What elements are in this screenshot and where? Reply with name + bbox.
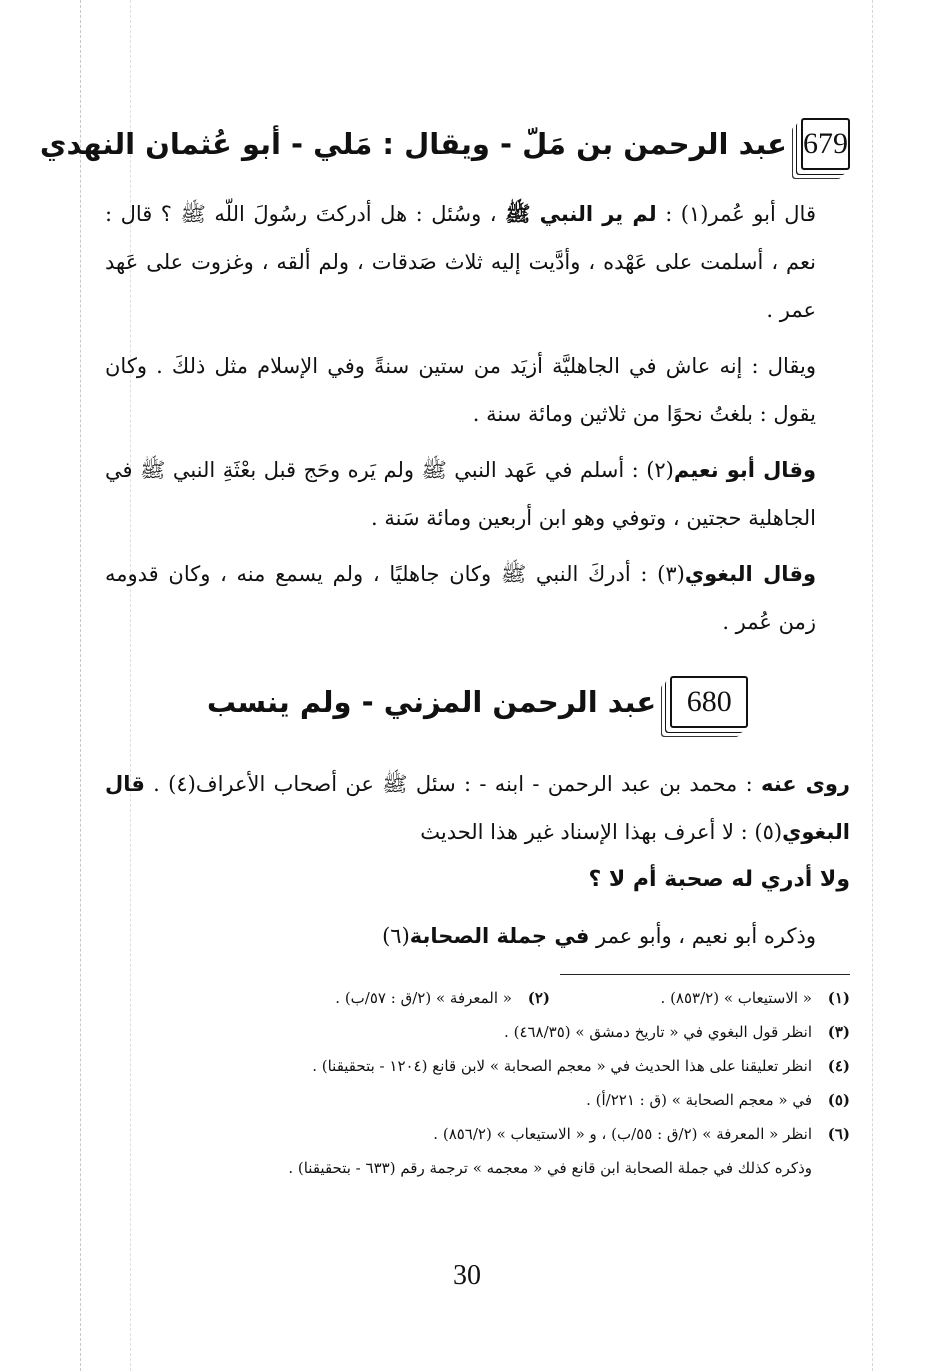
paragraph <box>105 190 850 334</box>
scan-artifact-line <box>872 0 873 1371</box>
footnote-number: (٦) <box>827 1125 850 1143</box>
book-page <box>39 110 850 1185</box>
paragraph-emphasis: ولا أدري له صحبة أم لا ؟ <box>588 867 850 892</box>
entry-body <box>105 190 850 646</box>
footnote-separator <box>560 974 850 975</box>
paragraph-text: وذكره أبو نعيم ، وأبو عمر <box>589 924 816 948</box>
paragraph-text: (٥) : لا أعرف بهذا الإسناد غير هذا الحديث <box>420 820 783 844</box>
paragraph-lead-bold: وقال أبو نعيم <box>673 458 816 482</box>
paragraph-bold: قال البغوي <box>105 772 850 844</box>
footnote-text: انظر تعليقنا على هذا الحديث في « معجم الصحابة » لابن قانع (١٢٠٤ - بتحقيقنا) . <box>312 1057 812 1075</box>
footnote-number: (٢) <box>527 989 550 1007</box>
paragraph-text: ويقال : إنه عاش في الجاهليَّة أزيَد من ستين سنةً وفي الإسلام مثل ذلكَ . وكان يقول : بلغتُ نحوًا من ثلاثين ومائة سنة . <box>105 354 816 426</box>
footnote-number: (٤) <box>827 1057 850 1075</box>
entry-heading <box>105 676 850 728</box>
entry-number: 679 <box>803 127 848 160</box>
footnote-row <box>105 1117 850 1151</box>
footnote-text: في « معجم الصحابة » (ق : ٢٢١/أ) . <box>586 1091 812 1109</box>
footnote-row <box>105 981 850 1015</box>
footnote-number: (٣) <box>827 1023 850 1041</box>
paragraph-text: (٣) : أدركَ النبي ﷺ وكان جاهليًا ، ولم يسمع منه ، وكان قدومه زمن عُمر . <box>105 562 816 634</box>
entry-heading <box>39 118 850 170</box>
paragraph <box>105 342 850 438</box>
paragraph-lead-bold: روى عنه <box>761 772 850 796</box>
paragraph <box>105 912 850 960</box>
paragraph <box>105 446 850 542</box>
entry-number-box <box>801 118 850 170</box>
entry-title: عبد الرحمن بن مَلّ - ويقال : مَلي - أبو عُثمان النهدي <box>39 127 787 161</box>
footnote-row <box>105 1015 850 1049</box>
footnote-text: « المعرفة » (٢/ق : ٥٧/ب) . <box>335 989 512 1007</box>
entry-title: عبد الرحمن المزني - ولم ينسب <box>206 685 657 719</box>
paragraph-bold: لم ير النبي ﷺ <box>505 202 657 226</box>
footnote-row <box>105 1083 850 1117</box>
footnote-ref: (٦) <box>382 924 410 948</box>
page-number: 30 <box>453 1260 481 1291</box>
paragraph-text: : محمد بن عبد الرحمن - ابنه - : سئل ﷺ عن أصحاب الأعراف(٤) . <box>144 772 761 796</box>
paragraph <box>105 760 850 856</box>
paragraph-text: ، وسُئل : هل أدركتَ رسُولَ اللّه ﷺ ؟ قال : نعم ، أسلمت على عَهْده ، وأدَّيت إليه ثلاث صَدقات ، ولم ألقه ، وغزوت على عَهد عمر . <box>105 202 816 322</box>
footnote-row <box>105 1049 850 1083</box>
paragraph-text: (٢) : أسلم في عَهد النبي ﷺ ولم يَره وحَج قبل بعْثَةِ النبي ﷺ في الجاهلية حجتين ، وتوفي وهو ابن أربعين ومائة سَنة . <box>105 458 816 530</box>
footnote-text: انظر « المعرفة » (٢/ق : ٥٥/ب) ، و « الاستيعاب » (٨٥٦/٢) . <box>433 1125 812 1143</box>
paragraph-bold: في جملة الصحابة <box>409 924 590 948</box>
paragraph-lead: قال أبو عُمر(١) : <box>656 202 816 226</box>
footnote-number: (٥) <box>827 1091 850 1109</box>
footnote-text: انظر قول البغوي في « تاريخ دمشق » (٤٦٨/٣٥) . <box>504 1023 812 1041</box>
entry-number: 680 <box>686 685 732 718</box>
paragraph <box>105 550 850 646</box>
footnote-continuation: وذكره كذلك في جملة الصحابة ابن قانع في « معجمه » ترجمة رقم (٦٣٣ - بتحقيقنا) . <box>288 1159 812 1177</box>
paragraph-lead-bold: وقال البغوي <box>684 562 816 586</box>
entry-number-box <box>670 676 748 728</box>
footnote-number: (١) <box>827 989 850 1007</box>
entry-body <box>105 760 850 960</box>
footnote-text: « الاستيعاب » (٨٥٣/٢) . <box>660 989 812 1007</box>
footnotes <box>105 981 850 1185</box>
scan-artifact-line <box>80 0 81 1371</box>
